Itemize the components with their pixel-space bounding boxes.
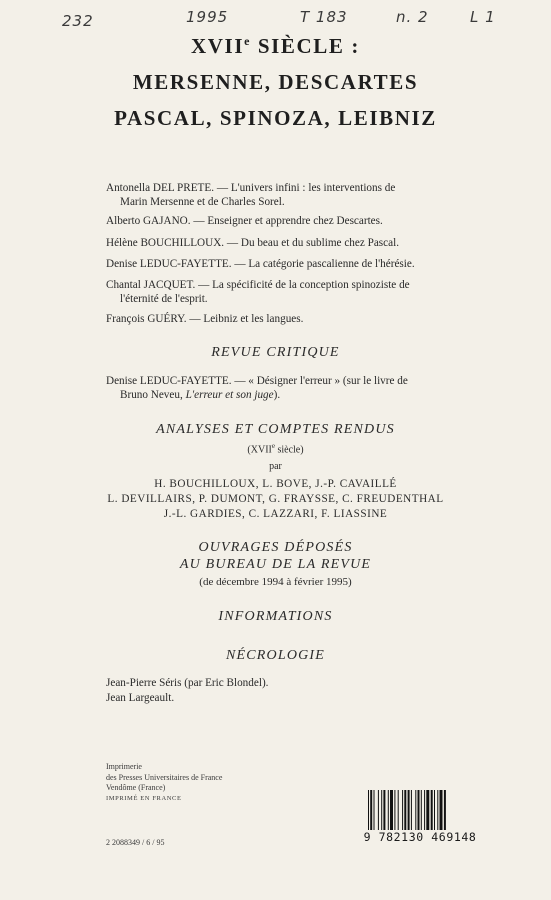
toc-article: Chantal JACQUET. — La spécificité de la conception spinoziste de l'éternité de l'esprit. [106, 279, 410, 305]
handwritten-note-4: n. 2 [396, 8, 429, 26]
issue-title-line-2: MERSENNE, DESCARTES [132, 70, 419, 94]
barcode-bar [431, 790, 433, 830]
necrologie-entry: Jean Largeault. [106, 692, 175, 704]
revue-critique-heading: REVUE CRITIQUE [211, 345, 340, 360]
barcode-bar [370, 790, 372, 830]
barcode-bar [415, 790, 416, 830]
barcode-bar [444, 790, 446, 830]
analyses-period: (XVIIe siècle) [247, 442, 304, 456]
barcode-number: 9 782130 469148 [363, 830, 477, 844]
barcode-bar [424, 790, 425, 830]
toc-article: Hélène BOUCHILLOUX. — Du beau et du sublime chez Pascal. [106, 237, 399, 249]
barcode-bars [368, 790, 472, 830]
barcode-bar [374, 790, 375, 830]
toc-article: François GUÉRY. — Leibniz et les langues. [106, 313, 304, 325]
ouvrages-heading-2: AU BUREAU DE LA REVUE [179, 557, 372, 572]
issue-title-line-1: XVIIe SIÈCLE : [191, 34, 360, 58]
isbn-barcode [360, 786, 480, 846]
handwritten-note-3: T 183 [300, 8, 348, 26]
barcode-bar [404, 790, 406, 830]
print-code: 2 2088349 / 6 / 95 [106, 838, 165, 847]
barcode-bar [440, 790, 443, 830]
barcode-bar [394, 790, 395, 830]
barcode-bar [398, 790, 399, 830]
barcode-bar [411, 790, 412, 830]
toc-article: Denise LEDUC-FAYETTE. — La catégorie pascalienne de l'hérésie. [106, 258, 415, 270]
barcode-bar [368, 790, 369, 830]
toc-article: Alberto GAJANO. — Enseigner et apprendre chez Descartes. [106, 215, 383, 227]
barcode-bar [402, 790, 403, 830]
contributors-line: J.-L. GARDIES, C. LAZZARI, F. LIASSINE [163, 508, 388, 520]
informations-heading: INFORMATIONS [218, 609, 333, 624]
issue-title-line-3: PASCAL, SPINOZA, LEIBNIZ [114, 106, 437, 130]
barcode-bar [390, 790, 393, 830]
revue-critique-entry: Denise LEDUC-FAYETTE. — « Désigner l'erreur » (sur le livre de Bruno Neveu, L'erreur et son juge). [106, 375, 408, 401]
barcode-bar [421, 790, 422, 830]
barcode-bar [426, 790, 429, 830]
handwritten-note-2: 1995 [186, 8, 229, 26]
ouvrages-dates: (de décembre 1994 à février 1995) [199, 576, 352, 588]
necrologie-entry: Jean-Pierre Séris (par Eric Blondel). [106, 677, 269, 689]
barcode-bar [408, 790, 410, 830]
barcode-bar [388, 790, 389, 830]
printer-colophon: Imprimerie des Presses Universitaires de France Vendôme (France) IMPRIMÉ EN FRANCE [106, 762, 223, 802]
contributors-line: H. BOUCHILLOUX, L. BOVE, J.-P. CAVAILLÉ [154, 478, 397, 490]
analyses-heading: ANALYSES ET COMPTES RENDUS [156, 422, 395, 437]
toc-article: Antonella DEL PRETE. — L'univers infini : les interventions de Marin Mersenne et de Charles Sorel. [106, 182, 396, 208]
analyses-par: par [269, 461, 282, 472]
handwritten-note-5: L 1 [470, 8, 496, 26]
ouvrages-heading-1: OUVRAGES DÉPOSÉS [198, 540, 353, 555]
barcode-bar [437, 790, 438, 830]
barcode-bar [378, 790, 379, 830]
barcode-bar [434, 790, 435, 830]
barcode-bar [418, 790, 420, 830]
necrologie-heading: NÉCROLOGIE [225, 648, 326, 663]
handwritten-note-1: 232 [62, 12, 94, 30]
barcode-bar [383, 790, 385, 830]
contributors-line: L. DEVILLAIRS, P. DUMONT, G. FRAYSSE, C. FREUDENTHAL [107, 493, 444, 505]
barcode-bar [381, 790, 382, 830]
